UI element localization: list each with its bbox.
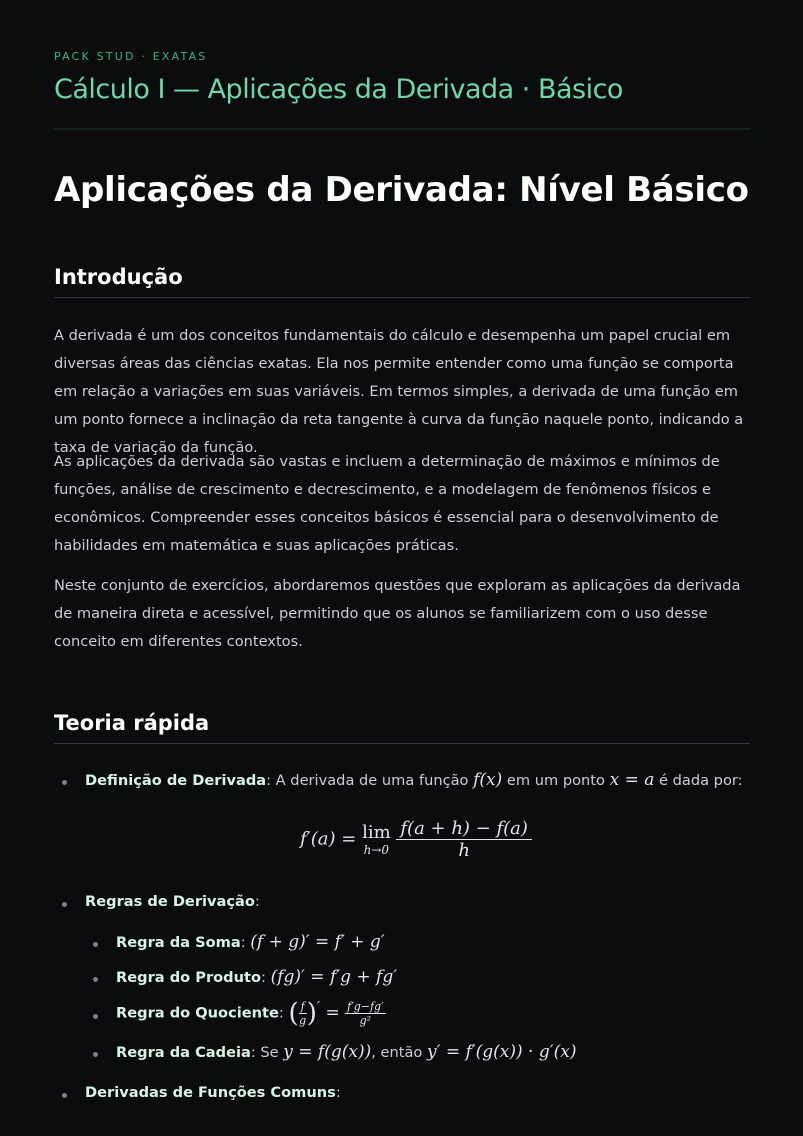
- sub-bullet-dot: [93, 1014, 98, 1019]
- chain-rule-term: Regra da Cadeia: [116, 1044, 251, 1061]
- list-item-regra-cadeia: [116, 1042, 576, 1062]
- quotient-rhs-num: f′g−fg′: [347, 999, 384, 1013]
- header-divider: [54, 128, 750, 130]
- list-item-regras: [85, 893, 260, 910]
- formula-lhs: f′(a) =: [300, 828, 363, 850]
- list-item-regra-soma: Regra da Soma: (f + g)′ = f′ + g′: [116, 932, 385, 952]
- common-derivatives-term: Derivadas de Funções Comuns: [85, 1084, 336, 1101]
- sub-bullet-dot: [93, 1052, 98, 1057]
- list-item-regra-quociente: Regra do Quociente: ( $\frac{f}{g})'$ = $\frac{f'g-fg'}{\text{g²}}$: [116, 998, 384, 1028]
- product-rule-term: Regra do Produto: [116, 969, 262, 986]
- header-title: Cálculo I — Aplicações da Derivada · Básico: [54, 74, 623, 105]
- list-item-regra-produto: Regra do Produto: (fg)′ = f′g + fg′: [116, 967, 398, 987]
- document-title: Aplicações da Derivada: Nível Básico: [54, 170, 749, 210]
- common-derivatives-colon: :: [335, 1084, 341, 1101]
- limit-label: lim: [362, 822, 391, 843]
- definition-text-2: em um ponto: [502, 772, 610, 789]
- header-kicker: PACK STUD · EXATAS: [54, 50, 208, 63]
- quotient-lhs-den: g: [299, 1013, 307, 1027]
- sum-rule-formula: (f + g)′ = f′ + g′: [250, 932, 385, 952]
- quotient-rule-term: Regra do Quociente: [116, 1004, 279, 1022]
- definition-fx: f(x): [473, 770, 503, 790]
- section-heading-teoria: Teoria rápida: [54, 711, 750, 744]
- sum-rule-term: Regra da Soma: [116, 934, 241, 951]
- fraction-denominator: h: [458, 840, 470, 861]
- sub-bullet-dot: [93, 942, 98, 947]
- list-item-derivadas-comuns: [85, 1084, 341, 1101]
- derivative-definition-formula: [300, 818, 532, 861]
- definition-xa: x = a: [609, 770, 655, 790]
- list-item-definicao: [85, 770, 743, 790]
- sub-bullet-dot: [93, 977, 98, 982]
- chain-rule-result: y′ = f′(g(x)) · g′(x): [426, 1042, 577, 1062]
- definition-term: Definição de Derivada: [85, 772, 267, 789]
- limit-subscript: h→0: [363, 843, 390, 857]
- bullet-dot: [62, 902, 67, 907]
- difference-quotient: [396, 818, 532, 861]
- intro-paragraph-3: Neste conjunto de exercícios, abordaremos questões que exploram as aplicações da derivada de maneira direta e acessível, permitindo que os alunos se familiarizem com o uso desse conceito em diferentes contextos.: [54, 577, 741, 650]
- fraction-numerator: f(a + h) − f(a): [396, 818, 532, 840]
- chain-rule-text-1: : Se: [250, 1044, 284, 1061]
- quotient-lhs-num: f: [300, 999, 305, 1013]
- rules-colon: :: [254, 893, 260, 910]
- quotient-rhs-fraction: [345, 1000, 385, 1027]
- bullet-dot: [62, 780, 67, 785]
- rules-term: Regras de Derivação: [85, 893, 255, 910]
- quotient-lhs-fraction: [299, 1000, 307, 1027]
- definition-text-1: : A derivada de uma função: [266, 772, 474, 789]
- intro-paragraph-1: A derivada é um dos conceitos fundamentais do cálculo e desempenha um papel crucial em diversas áreas das ciências exatas. Ela nos permite entender como uma função se comporta em relação a variações em suas variáveis. Em termos simples, a derivada de uma função em um ponto fornece a inclinação da reta tangente à curva da função naquele ponto, indicando a taxa de variação da função.: [54, 327, 744, 456]
- definition-text-3: é dada por:: [654, 772, 743, 789]
- quotient-rule-formula: ( $\frac{f}{g})'$ = $\frac{f'g-fg'}{\text{g²}}$: [288, 998, 384, 1028]
- bullet-dot: [62, 1093, 67, 1098]
- chain-rule-y: y = f(g(x)): [283, 1042, 372, 1062]
- section-heading-introducao: Introdução: [54, 265, 750, 298]
- chain-rule-text-2: , então: [371, 1044, 427, 1061]
- intro-paragraph-2: As aplicações da derivada são vastas e incluem a determinação de máximos e mínimos de funções, análise de crescimento e decrescimento, e a modelagem de fenômenos físicos e econômicos. Compreender esses conceitos básicos é essencial para o desenvolvimento de habilidades em matemática e suas aplicações práticas.: [54, 453, 720, 554]
- limit-operator: [362, 822, 391, 857]
- quotient-rhs-den: g²: [359, 1013, 372, 1027]
- product-rule-formula: (fg)′ = f′g + fg′: [270, 967, 398, 987]
